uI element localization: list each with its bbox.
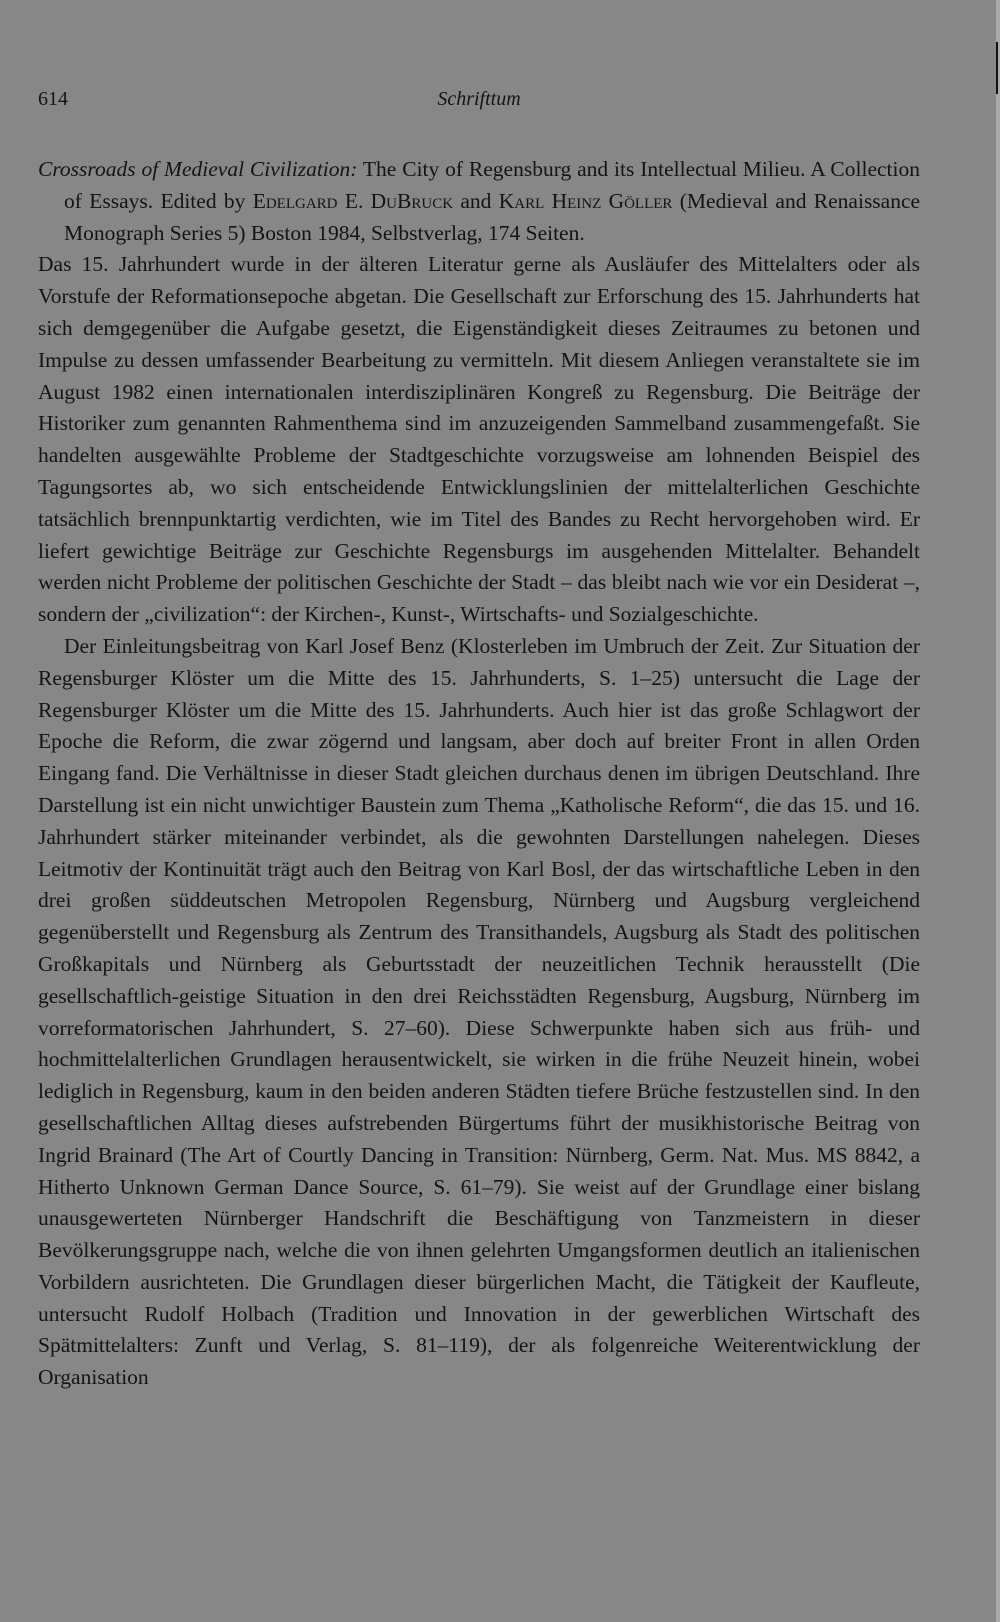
running-title: Schrifttum <box>437 88 521 110</box>
editor-name: Edelgard E. DuBruck <box>252 188 454 213</box>
paragraph: Der Einleitungsbeitrag von Karl Josef Benz (Klosterleben im Umbruch der Zeit. Zur Situation der Regensburger Klöster um die Mitte des 15. Jahrhunderts, S. 1–25) untersucht die Lage der Regensburger Klöster um die Mitte des 15. Jahrhunderts. Auch hier ist das große Schlagwort der Epoche die Reform, die zwar zögernd und langsam, aber doch auf breiter Front in allen Orden Eingang fand. Die Verhältnisse in dieser Stadt gleichen durchaus denen im übrigen Deutschland. Ihre Darstellung ist ein nicht unwichtiger Baustein zum Thema „Katholische Reform“, die das 15. und 16. Jahrhundert stärker miteinander verbindet, als die gewohnten Darstellungen nahelegen. Dieses Leitmotiv der Kontinuität trägt auch den Beitrag von Karl Bosl, der das wirtschaftliche Leben in den drei großen süddeutschen Metropolen Regensburg, Nürnberg und Augsburg vergleichend gegenüberstellt und Regensburg als Zentrum des Transithandels, Augsburg als Stadt des politischen Großkapitals und Nürnberg als Geburtsstadt der neuzeitlichen Technik herausstellt (Die gesellschaftlich-geistige Situation in den drei Reichsstädten Regensburg, Augsburg, Nürnberg im vorreformatorischen Jahrhundert, S. 27–60). Diese Schwerpunkte haben sich aus früh- und hochmittelalterlichen Grundlagen herausentwickelt, sie wirken in die frühe Neuzeit hinein, wobei lediglich in Regensburg, kaum in den beiden anderen Städten tiefere Brüche festzustellen sind. In den gesellschaftlichen Alltag dieses aufstrebenden Bürgertums führt der musikhistorische Beitrag von Ingrid Brainard (The Art of Courtly Dancing in Transition: Nürnberg, Germ. Nat. Mus. MS 8842, a Hitherto Unknown German Dance Source, S. 61–79). Sie weist auf der Grundlage einer bislang unausgewerteten Nürnberger Handschrift die Beschäftigung von Tanzmeistern in dieser Bevölkerungsgruppe nach, welche die von ihnen gelehrten Umgangsformen deutlich an italienischen Vorbildern ausrichteten. Die Grundlagen dieser bürgerlichen Macht, die Tätigkeit der Kaufleute, untersucht Rudolf Holbach (Tradition und Innovation in der gewerblichen Wirtschaft des Spätmittelalters: Zunft und Verlag, S. 81–119), der als folgenreiche Weiterentwicklung der Organisation <box>38 633 920 1390</box>
page-header <box>38 88 920 118</box>
page-number: 614 <box>38 88 68 110</box>
bibliographic-entry <box>38 154 920 249</box>
publication-details: (Medieval and Renaissance Monograph Series 5) Boston 1984, Selbstverlag, 174 Seiten. <box>64 188 921 245</box>
paragraph: Das 15. Jahrhundert wurde in der älteren Literatur gerne als Ausläufer des Mittelalters oder als Vorstufe der Reformationsepoche abgetan. Die Gesellschaft zur Erforschung des 15. Jahrhunderts hat sich demgegenüber die Aufgabe gesetzt, die Eigenständigkeit dieses Zeitraumes zu betonen und Impulse zu dessen umfassender Bearbeitung zu vermitteln. Mit diesem Anliegen veranstaltete sie im August 1982 einen internationalen interdisziplinären Kongreß zu Regensburg. Die Beiträge der Historiker zum genannten Rahmenthema sind im anzuzeigenden Sammelband zusammengefaßt. Sie handelten ausgewählte Probleme der Stadtgeschichte vorzugsweise am lohnenden Beispiel des Tagungsortes ab, wo sich entscheidende Entwicklungslinien der mittelalterlichen Geschichte tatsächlich brennpunktartig verdichten, wie im Titel des Bandes zu Recht hervorgehoben wird. Er liefert gewichtige Beiträge zur Geschichte Regensburgs im ausgehenden Mittelalter. Behandelt werden nicht Probleme der politischen Geschichte der Stadt – das bleibt nach wie vor ein Desiderat –, sondern der „civilization“: der Kirchen-, Kunst-, Wirtschafts- und Sozialgeschichte. <box>38 252 920 627</box>
edge-mark <box>996 42 998 94</box>
page-edge <box>996 0 1000 1622</box>
review-text <box>38 154 920 1394</box>
editor-connector: and <box>460 188 492 213</box>
editor-name: Karl Heinz Göller <box>498 188 673 213</box>
book-subtitle: The City of Regensburg and its Intellectual Milieu. A Collection of Essays. Edited by <box>64 157 920 213</box>
book-title: Crossroads of Medieval Civilization: <box>38 157 358 181</box>
